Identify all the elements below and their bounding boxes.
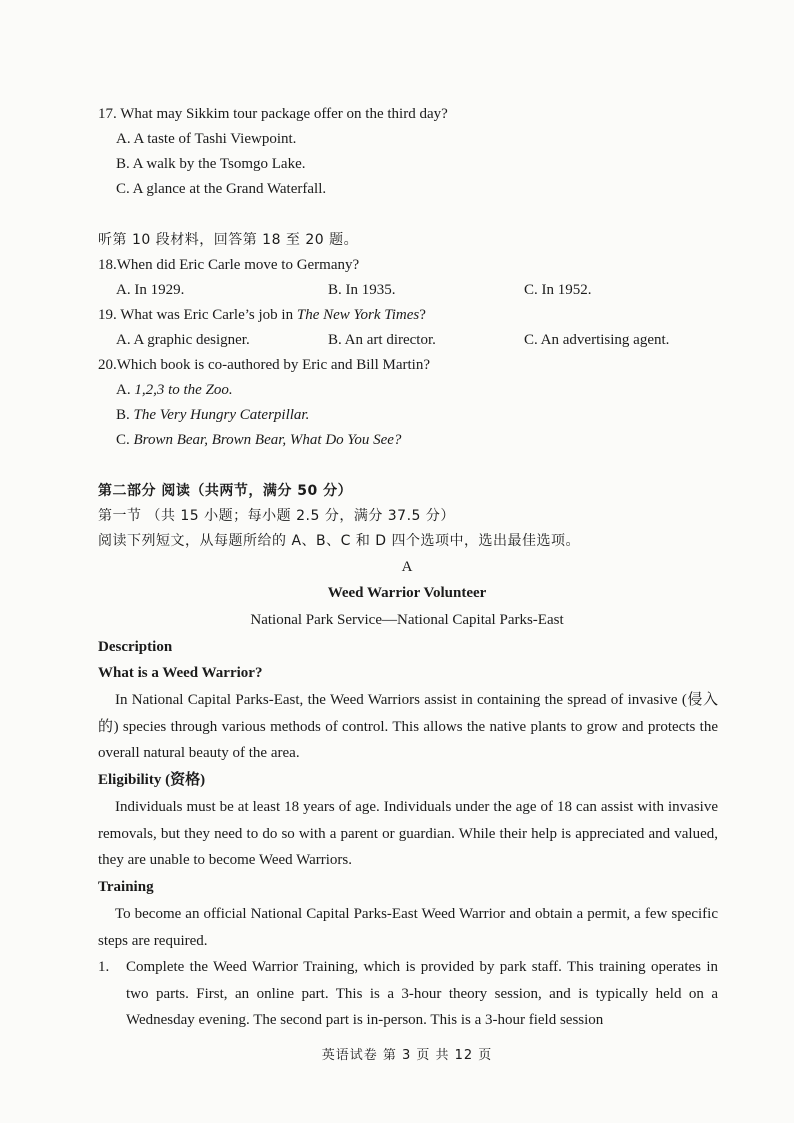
eligibility-paragraph: Individuals must be at least 18 years of age. Individuals under the age of 18 can assist with invasive removals, but they need to do so with a parent or guardian. While their help is appreciated and valued, they are unable to become Weed Warriors. — [98, 799, 718, 868]
q17-option-c: C. A glance at the Grand Waterfall. — [116, 181, 327, 197]
training-paragraph: To become an official National Capital Parks-East Weed Warrior and obtain a permit, a few specific steps are required. — [98, 906, 718, 949]
part2-heading: 第二部分 阅读（共两节，满分 50 分） — [98, 483, 353, 499]
q20-option-c — [116, 430, 401, 450]
q19-option-a: A. A graphic designer. — [116, 332, 250, 348]
q18-option-b: B. In 1935. — [328, 282, 396, 298]
q20-option-b — [116, 405, 309, 425]
section1-heading: 第一节 （共 15 小题；每小题 2.5 分，满分 37.5 分） — [98, 508, 455, 524]
q19-stem — [98, 305, 426, 325]
what-heading: What is a Weed Warrior? — [98, 665, 263, 681]
q19-option-b: B. An art director. — [328, 332, 436, 348]
q20-stem: 20.Which book is co-authored by Eric and Bill Martin? — [98, 357, 430, 373]
step-number: 1. — [98, 959, 110, 975]
q20-option-a — [116, 380, 233, 400]
q18-option-c: C. In 1952. — [524, 282, 592, 298]
q20-option-a-label: A. — [116, 382, 135, 398]
passage-letter: A — [401, 559, 413, 575]
reading-instruction: 阅读下列短文，从每题所给的 A、B、C 和 D 四个选项中，选出最佳选项。 — [98, 533, 581, 549]
q17-option-b: B. A walk by the Tsomgo Lake. — [116, 156, 306, 172]
q20-option-c-title: Brown Bear, Brown Bear, What Do You See? — [133, 432, 402, 448]
description-heading: Description — [98, 639, 173, 655]
q18-stem: 18.When did Eric Carle move to Germany? — [98, 257, 360, 273]
training-heading: Training — [98, 879, 154, 895]
q19-option-c: C. An advertising agent. — [524, 332, 670, 348]
q19-stem-post: ? — [419, 307, 426, 323]
passage-title: Weed Warrior Volunteer — [327, 585, 487, 601]
q19-stem-italic: The New York Times — [296, 307, 420, 323]
training-step-1 — [98, 954, 718, 1034]
section10-instruction: 听第 10 段材料，回答第 18 至 20 题。 — [98, 232, 359, 248]
page-footer: 英语试卷 第 3 页 共 12 页 — [321, 1048, 493, 1063]
q20-option-b-title: The Very Hungry Caterpillar. — [133, 407, 310, 423]
step-text: Complete the Weed Warrior Training, which is provided by park staff. This training operates in two parts. First, an online part. This is a 3-hour theory session, and is typically held on a Wednesday evening. The second part is in-person. This is a 3-hour field session — [126, 959, 718, 1028]
q20-option-c-label: C. — [116, 432, 134, 448]
q18-option-a: A. In 1929. — [116, 282, 185, 298]
passage-subtitle: National Park Service—National Capital Parks-East — [250, 612, 564, 628]
q20-option-a-title: 1,2,3 to the Zoo. — [134, 382, 233, 398]
q17-option-a: A. A taste of Tashi Viewpoint. — [116, 131, 297, 147]
q20-option-b-label: B. — [116, 407, 134, 423]
eligibility-heading: Eligibility (资格) — [98, 772, 206, 788]
what-paragraph: In National Capital Parks-East, the Weed Warriors assist in containing the spread of invasive (侵入的) species through various methods of control. This allows the native plants to grow and protects the overall natural beauty of the area. — [98, 692, 718, 761]
q17-stem: 17. What may Sikkim tour package offer on the third day? — [98, 106, 448, 122]
q19-stem-pre: 19. What was Eric Carle’s job in — [98, 307, 297, 323]
